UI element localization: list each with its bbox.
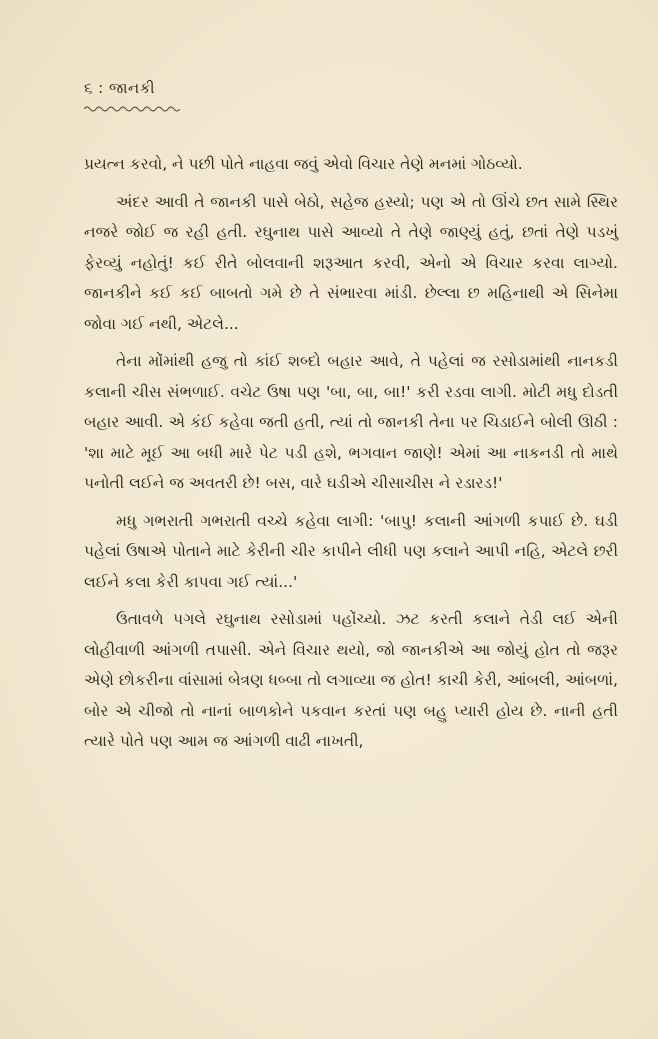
running-head: ૬ : જાનકી: [84, 79, 156, 97]
paragraph-continuation: પ્રયત્ન કરવો, ને પછી પોતે નાહવા જવું એવો વિચાર તેણે મનમાં ગોઠવ્યો.: [84, 155, 523, 173]
paragraph: તેના મોંમાંથી હજુ તો કાંઈ શબ્દો બહાર આવે, તે પહેલાં જ રસોડામાંથી નાનકડી કલાની ચીસ સંભળાઈ. વચેટ ઉષા પણ 'બા, બા, બા!' કરી રડવા લાગી. મોટી મધુ દોડતી બહાર આવી. એ કંઈ કહેવા જતી હતી, ત્યાં તો જાનકી તેના પર ચિડાઈને બોલી ઊઠી : 'શા માટે મૂઈ આ બધી મારે પેટ પડી હશે, ભગવાન જાણે! એમાં આ નાકનડી તો માથે પનોતી લઈને જ અવતરી છે! બસ, વારે ઘડીએ ચીસાચીસ ને રડારડ!': [84, 352, 618, 492]
body-text: [84, 149, 618, 757]
paragraph: મધુ ગભરાતી ગભરાતી વચ્ચે કહેવા લાગી: 'બાપુ! કલાની આંગળી કપાઈ છે. ઘડી પહેલાં ઉષાએ પોતાને માટે કેરીની ચીર કાપીને લીધી પણ કલાને આપી નહિ, એટલે છરી લઈને કલા કેરી કાપવા ગઈ ત્યાં...': [84, 511, 618, 591]
paragraph: ઉતાવળે પગલે રઘુનાથ રસોડામાં પહોંચ્યો. ઝટ કરતી કલાને તેડી લઈ એની લોહીવાળી આંગળી તપાસી. એને વિચાર થયો, જો જાનકીએ આ જોયું હોત તો જરૂર એણે છોકરીના વાંસામાં બેત્રણ ધબ્બા તો લગાવ્યા જ હોત! કાચી કેરી, આંબલી, આંબળાં, બોર એ ચીજો તો નાનાં બાળકોને પકવાન કરતાં પણ બહુ પ્યારી હોય છે. નાની હતી ત્યારે પોતે પણ આમ જ આંગળી વાઢી નાખતી,: [84, 610, 618, 750]
decorative-wavy-rule: [84, 105, 180, 113]
paragraph: અંદર આવી તે જાનકી પાસે બેઠો, સહેજ હસ્યો; પણ એ તો ઊંચે છત સામે સ્થિર નજરે જોઈ જ રહી હતી. રઘુનાથ પાસે આવ્યો તે તેણે જાણ્યું હતું, છતાં તેણે પડખું ફેરવ્યું નહોતું! કઈ રીતે બોલવાની શરૂઆત કરવી, એનો એ વિચાર કરવા લાગ્યો. જાનકીને કઈ કઈ બાબતો ગમે છે તે સંભારવા માંડી. છેલ્લા છ મહિનાથી એ સિનેમા જોવા ગઈ નથી, એટલે...: [84, 192, 618, 333]
